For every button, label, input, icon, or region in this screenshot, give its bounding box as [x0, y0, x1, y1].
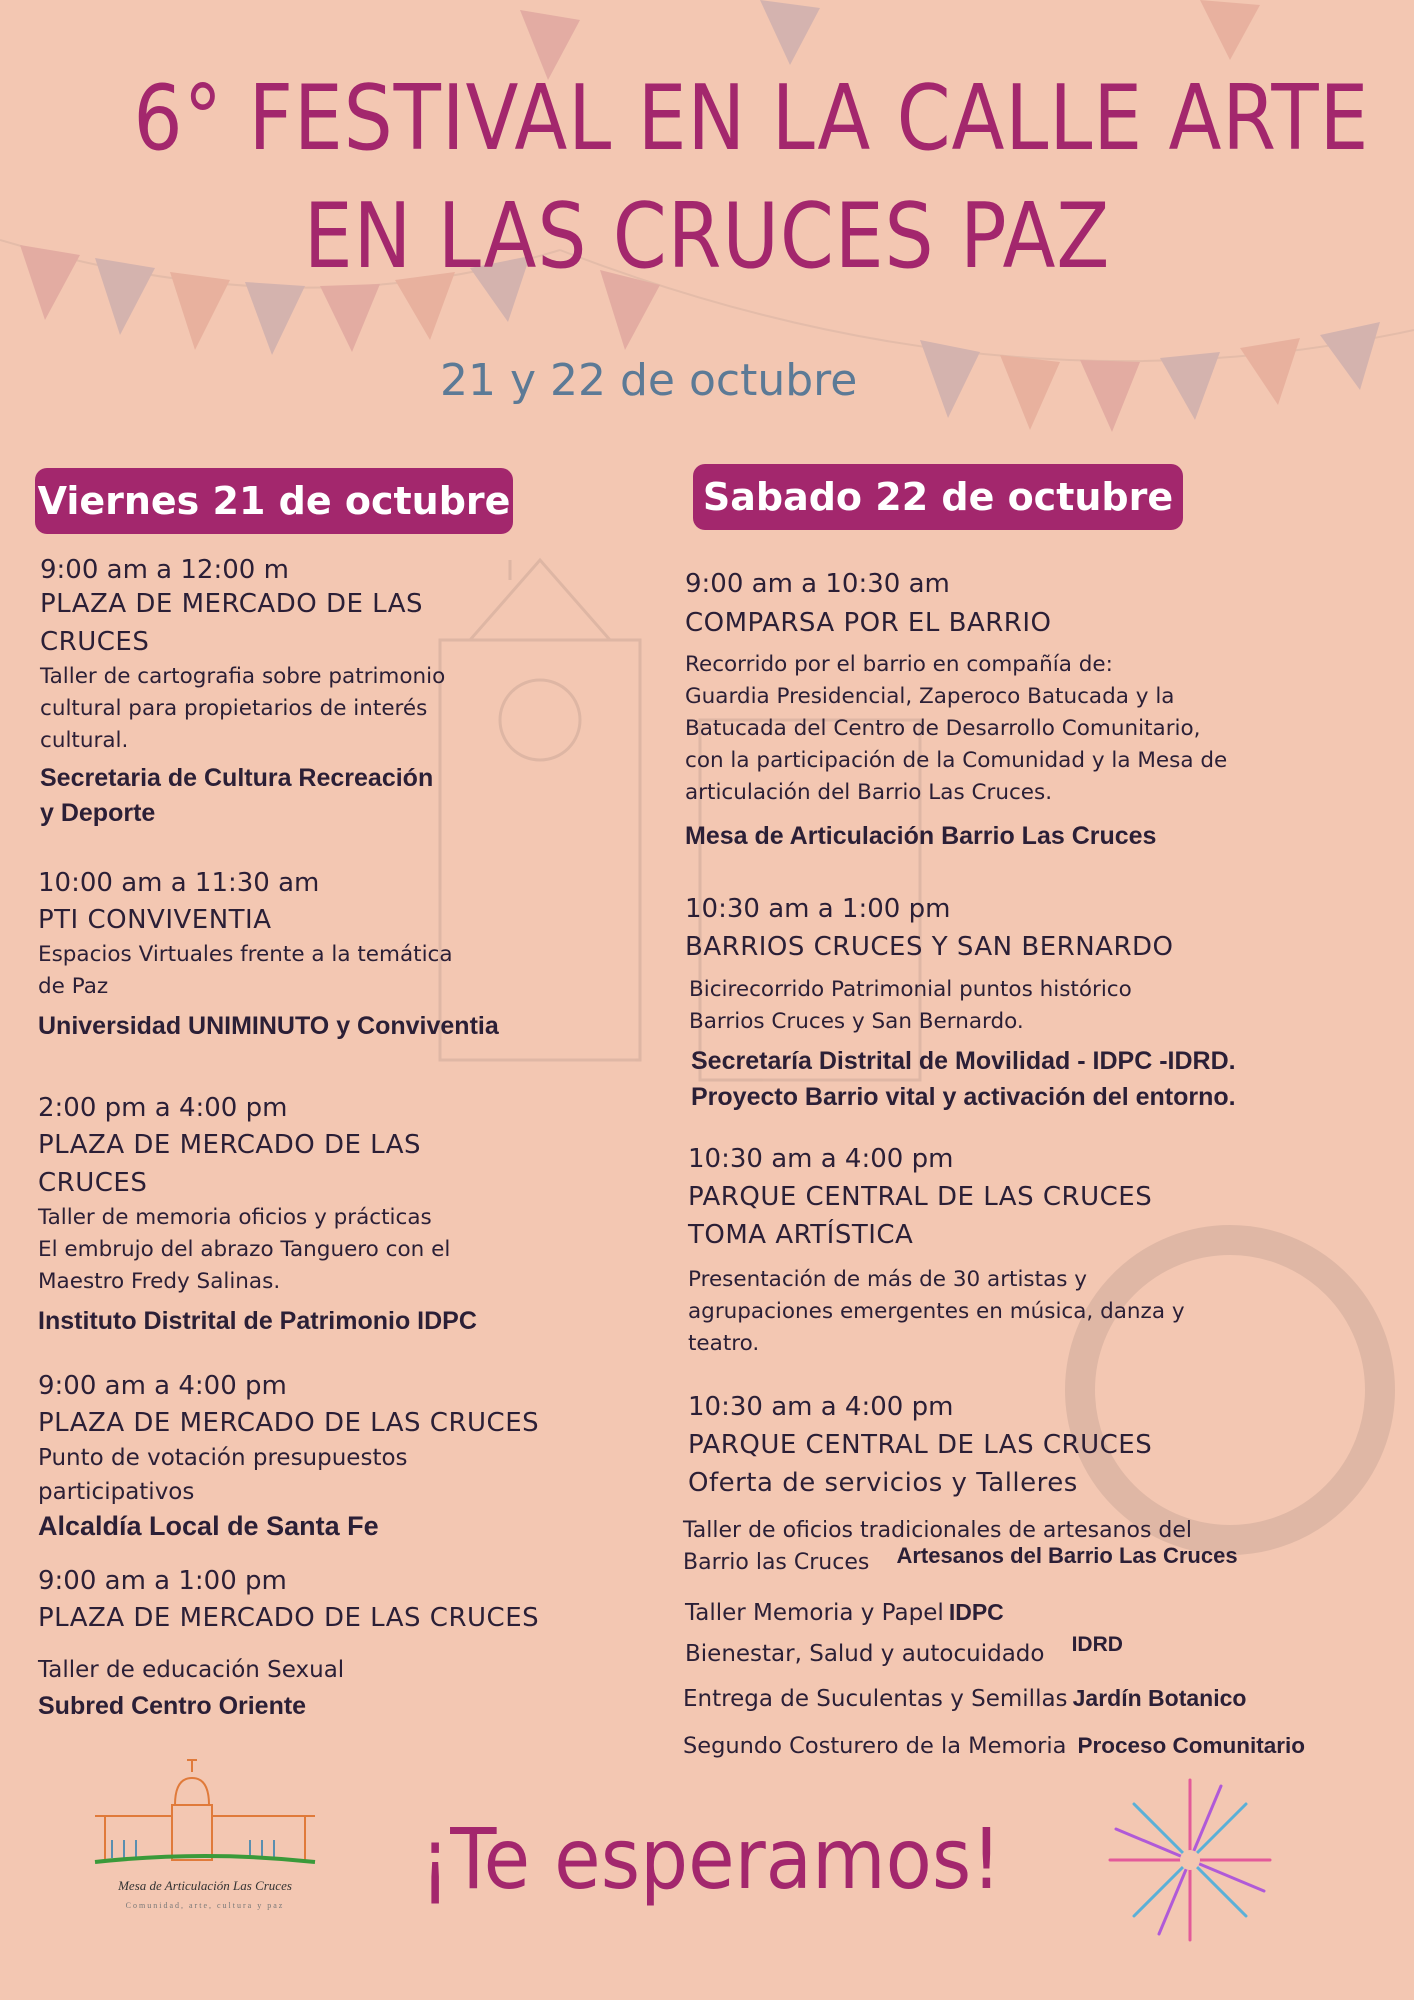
event-organizer: Alcaldía Local de Santa Fe [38, 1511, 379, 1541]
event-place: PTI CONVIVENTIA [38, 905, 272, 935]
event-place: PLAZA DE MERCADO DE LAS CRUCES [38, 1130, 422, 1198]
event-desc-line: de Paz [38, 974, 109, 999]
event-subtitle: TOMA ARTÍSTICA [688, 1220, 914, 1250]
workshop-organizer: Artesanos del Barrio Las Cruces [896, 1543, 1238, 1568]
day1-event-1 [40, 555, 560, 831]
event-desc-line: cultural para propietarios de interés [40, 696, 428, 721]
firework-icon [1100, 1770, 1280, 1950]
event-subtitle: Oferta de servicios y Talleres [688, 1468, 1078, 1498]
event-organizer: Secretaria de Cultura Recreación [40, 764, 434, 792]
workshop-name: Entrega de Suculentas y Semillas [683, 1686, 1068, 1712]
event-desc-line: Punto de votación presupuestos [38, 1445, 408, 1471]
event-place: PLAZA DE MERCADO DE LAS CRUCES [38, 1408, 540, 1438]
day2-event-3 [688, 1140, 1388, 1360]
event-desc-line: Barrios Cruces y San Bernardo. [689, 1009, 1024, 1034]
event-time: 10:30 am a 4:00 pm [688, 1144, 954, 1174]
event-organizer: y Deporte [40, 799, 156, 827]
day1-header: Viernes 21 de octubre [35, 468, 513, 534]
workshop-organizer: IDRD [1071, 1633, 1123, 1656]
day2-event-4 [688, 1388, 1388, 1502]
day1-event-5 [38, 1563, 618, 1723]
logo-subtitle: Comunidad, arte, cultura y paz [125, 1901, 285, 1910]
day2-event-2 [685, 890, 1385, 1114]
event-time: 9:00 am a 1:00 pm [38, 1566, 287, 1596]
event-time: 10:30 am a 4:00 pm [688, 1392, 954, 1422]
event-place: PARQUE CENTRAL DE LAS CRUCES [688, 1182, 1153, 1212]
event-organizer: Subred Centro Oriente [38, 1692, 307, 1720]
event-place: PARQUE CENTRAL DE LAS CRUCES [688, 1430, 1153, 1460]
event-place: COMPARSA POR EL BARRIO [685, 608, 1052, 638]
event-desc-line: agrupaciones emergentes en música, danza y [688, 1299, 1185, 1324]
day1-event-4 [38, 1367, 598, 1543]
workshop-name: Segundo Costurero de la Memoria [683, 1733, 1067, 1759]
event-place: PLAZA DE MERCADO DE LAS CRUCES [38, 1603, 540, 1633]
title-line-1: 6° FESTIVAL EN LA CALLE ARTE [133, 66, 1370, 171]
event-time: 10:00 am a 11:30 am [38, 868, 320, 898]
event-time: 9:00 am a 12:00 m [40, 555, 289, 585]
event-organizer: Mesa de Articulación Barrio Las Cruces [685, 822, 1157, 850]
workshop-name: Taller Memoria y Papel [685, 1600, 944, 1626]
event-desc-line: Bicirecorrido Patrimonial puntos histórico [689, 977, 1132, 1002]
footer-message: ¡Te esperamos! [420, 1810, 1002, 1908]
event-desc-line: Maestro Fredy Salinas. [38, 1269, 281, 1294]
event-desc-line: Taller de educación Sexual [38, 1657, 345, 1683]
event-place: PLAZA DE MERCADO DE LAS CRUCES [40, 589, 424, 657]
workshop-organizer: Jardín Botanico [1072, 1685, 1247, 1711]
mesa-articulacion-logo [90, 1750, 320, 1940]
workshop-1 [683, 1515, 1403, 1579]
festival-dates: 21 y 22 de octubre [440, 355, 858, 406]
event-desc-line: Taller de memoria oficios y prácticas [38, 1205, 432, 1230]
title-line-2: EN LAS CRUCES PAZ [303, 184, 1111, 289]
day2-header: Sabado 22 de octubre [693, 464, 1183, 530]
workshop-5 [683, 1730, 1413, 1764]
event-desc-line: participativos [38, 1479, 195, 1505]
event-organizer: Universidad UNIMINUTO y Conviventia [38, 1012, 499, 1040]
event-desc-line: Presentación de más de 30 artistas y [688, 1267, 1087, 1292]
workshop-name: Bienestar, Salud y autocuidado [685, 1641, 1045, 1667]
event-organizer: Proyecto Barrio vital y activación del entorno. [691, 1083, 1236, 1111]
workshop-organizer: IDPC [948, 1599, 1004, 1625]
event-time: 2:00 pm a 4:00 pm [38, 1093, 288, 1123]
day1-event-3 [38, 1090, 558, 1338]
workshop-4 [683, 1682, 1403, 1717]
event-organizer: Secretaría Distrital de Movilidad - IDPC -IDRD. [691, 1047, 1236, 1075]
workshop-name: Barrio las Cruces [683, 1550, 870, 1575]
event-desc-line: Taller de cartografia sobre patrimonio [40, 664, 446, 689]
workshop-2 [685, 1596, 1405, 1631]
event-time: 10:30 am a 1:00 pm [685, 894, 951, 924]
festival-title [133, 60, 1370, 296]
event-desc-line: con la participación de la Comunidad y la Mesa de [685, 748, 1228, 773]
event-desc-line: Guardia Presidencial, Zaperoco Batucada y la [685, 684, 1175, 709]
event-desc-line: articulación del Barrio Las Cruces. [685, 780, 1053, 805]
day2-event-1 [685, 565, 1385, 853]
event-desc-line: El embrujo del abrazo Tanguero con el [38, 1237, 451, 1262]
event-time: 9:00 am a 4:00 pm [38, 1371, 287, 1401]
event-desc-line: Espacios Virtuales frente a la temática [38, 942, 453, 967]
logo-title: Mesa de Articulación Las Cruces [118, 1878, 292, 1893]
event-organizer: Instituto Distrital de Patrimonio IDPC [38, 1307, 477, 1335]
event-desc-line: Batucada del Centro de Desarrollo Comunitario, [685, 716, 1201, 741]
event-desc-line: teatro. [688, 1331, 760, 1356]
event-desc-line: cultural. [40, 728, 129, 753]
event-place: BARRIOS CRUCES Y SAN BERNARDO [685, 932, 1174, 962]
workshop-name: Taller de oficios tradicionales de artesanos del [683, 1518, 1193, 1543]
day1-event-2 [38, 865, 558, 1043]
event-desc-line: Recorrido por el barrio en compañía de: [685, 652, 1113, 677]
workshop-organizer: Proceso Comunitario [1077, 1733, 1306, 1758]
workshop-3 [685, 1633, 1405, 1672]
event-time: 9:00 am a 10:30 am [685, 569, 950, 599]
